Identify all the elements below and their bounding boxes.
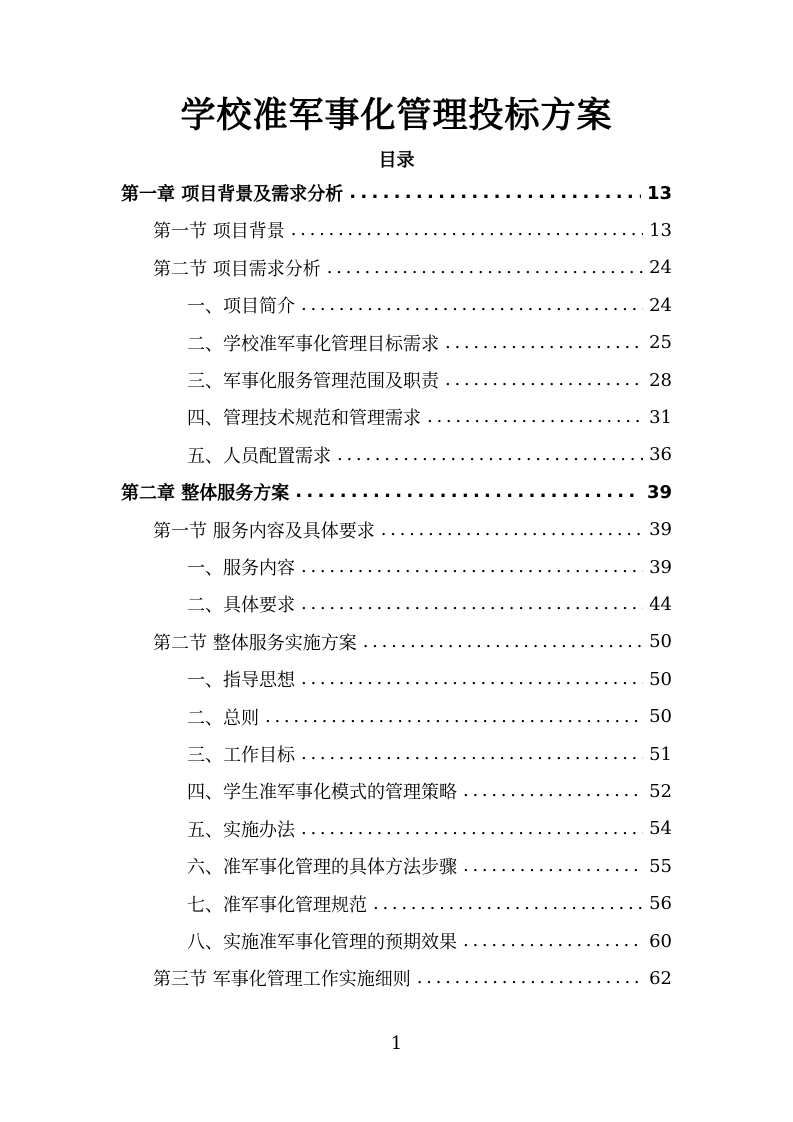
toc-entry-page: 55 <box>649 855 672 877</box>
toc-entry-page: 50 <box>649 706 672 728</box>
toc-dot-leader <box>337 437 643 473</box>
toc-entry-label: 五、人员配置需求 <box>187 445 331 467</box>
toc-entry[interactable] <box>187 287 672 323</box>
toc-entry-label: 第一章 项目背景及需求分析 <box>121 184 344 205</box>
document-title: 学校准军事化管理投标方案 <box>180 96 613 136</box>
toc-entry[interactable] <box>153 512 672 548</box>
toc-entry-page: 39 <box>649 556 672 578</box>
toc-entry-page: 25 <box>649 332 672 354</box>
toc-entry-page: 31 <box>649 406 672 428</box>
toc-entry-label: 五、实施办法 <box>187 819 295 841</box>
toc-dot-leader <box>265 699 643 735</box>
toc-dot-leader <box>445 325 643 361</box>
toc-entry[interactable] <box>187 325 672 361</box>
toc-entry[interactable] <box>187 699 672 735</box>
toc-entry[interactable] <box>121 175 672 211</box>
toc-dot-leader <box>301 661 643 697</box>
toc-entry-page: 36 <box>649 444 672 466</box>
toc-entry-page: 52 <box>649 780 672 802</box>
toc-entry[interactable] <box>187 399 672 435</box>
toc-entry-page: 44 <box>649 593 672 615</box>
toc-entry-label: 二、总则 <box>187 707 259 729</box>
toc-dot-leader <box>291 212 643 248</box>
toc-entry[interactable] <box>121 474 672 510</box>
toc-entry-label: 六、准军事化管理的具体方法步骤 <box>187 857 457 879</box>
toc-entry-label: 八、实施准军事化管理的预期效果 <box>187 932 457 953</box>
toc-entry[interactable] <box>187 362 672 398</box>
toc-entry-page: 24 <box>649 294 672 316</box>
toc-entry[interactable] <box>187 549 672 585</box>
toc-entry-label: 第三节 军事化管理工作实施细则 <box>153 969 411 991</box>
toc-entry-page: 24 <box>649 257 672 279</box>
toc-entry[interactable] <box>187 848 672 884</box>
toc-dot-leader <box>349 175 641 211</box>
toc-entry-page: 62 <box>649 967 672 989</box>
toc-dot-leader <box>327 250 643 286</box>
toc-entry-page: 50 <box>649 668 672 690</box>
toc-dot-leader <box>463 773 643 809</box>
toc-entry[interactable] <box>153 250 672 286</box>
toc-entry-label: 二、学校准军事化管理目标需求 <box>187 333 439 355</box>
toc-entry[interactable] <box>187 736 672 772</box>
toc-entry-label: 二、具体要求 <box>187 595 295 617</box>
toc-entry[interactable] <box>153 960 672 996</box>
toc-entry[interactable] <box>153 212 672 248</box>
toc-entry[interactable] <box>187 886 672 922</box>
toc-dot-leader <box>463 923 643 959</box>
toc-entry-label: 四、管理技术规范和管理需求 <box>187 408 421 430</box>
toc-entry-label: 三、工作目标 <box>187 745 295 766</box>
toc-entry[interactable] <box>187 586 672 622</box>
toc-entry-label: 第一节 项目背景 <box>153 221 285 243</box>
toc-entry-page: 39 <box>649 519 672 541</box>
toc-entry-page: 13 <box>649 219 672 241</box>
toc-entry[interactable] <box>187 923 672 959</box>
toc-entry-label: 三、军事化服务管理范围及职责 <box>187 371 439 392</box>
toc-entry-page: 50 <box>649 631 672 653</box>
toc-entry-label: 第二章 整体服务方案 <box>121 483 290 505</box>
toc-dot-leader <box>301 736 643 772</box>
toc-entry-label: 四、学生准军事化模式的管理策略 <box>187 782 457 804</box>
toc-entry-label: 一、项目简介 <box>187 296 295 318</box>
toc-entry-page: 13 <box>646 182 672 204</box>
toc-dot-leader <box>381 512 643 548</box>
toc-dot-leader <box>301 586 643 622</box>
toc-entry[interactable] <box>187 773 672 809</box>
toc-entry-label: 七、准军事化管理规范 <box>187 894 367 916</box>
toc-entry-page: 54 <box>649 818 672 840</box>
toc-dot-leader <box>427 399 643 435</box>
toc-dot-leader <box>301 549 643 585</box>
toc-entry[interactable] <box>187 661 672 697</box>
page-number: 1 <box>390 1033 403 1054</box>
toc-dot-leader <box>301 287 643 323</box>
toc-dot-leader <box>417 960 643 996</box>
toc-dot-leader <box>445 362 643 398</box>
toc-heading: 目录 <box>378 150 415 171</box>
toc-entry-label: 第一节 服务内容及具体要求 <box>153 520 375 542</box>
toc-entry-label: 一、指导思想 <box>187 670 295 692</box>
toc-entry[interactable] <box>153 624 672 660</box>
toc-entry-page: 56 <box>649 893 672 915</box>
toc-entry-page: 51 <box>649 743 672 765</box>
toc-entry[interactable] <box>187 811 672 847</box>
toc-entry[interactable] <box>187 437 672 473</box>
toc-dot-leader <box>363 624 643 660</box>
toc-entry-page: 60 <box>649 930 672 952</box>
toc-entry-label: 第二节 整体服务实施方案 <box>153 632 357 654</box>
toc-dot-leader <box>295 474 641 510</box>
toc-dot-leader <box>373 886 643 922</box>
toc-entry-label: 第二节 项目需求分析 <box>153 258 321 280</box>
toc-entry-page: 39 <box>646 481 672 503</box>
toc-dot-leader <box>463 848 643 884</box>
toc-dot-leader <box>301 811 643 847</box>
toc-entry-label: 一、服务内容 <box>187 558 295 579</box>
toc-entry-page: 28 <box>649 369 672 391</box>
